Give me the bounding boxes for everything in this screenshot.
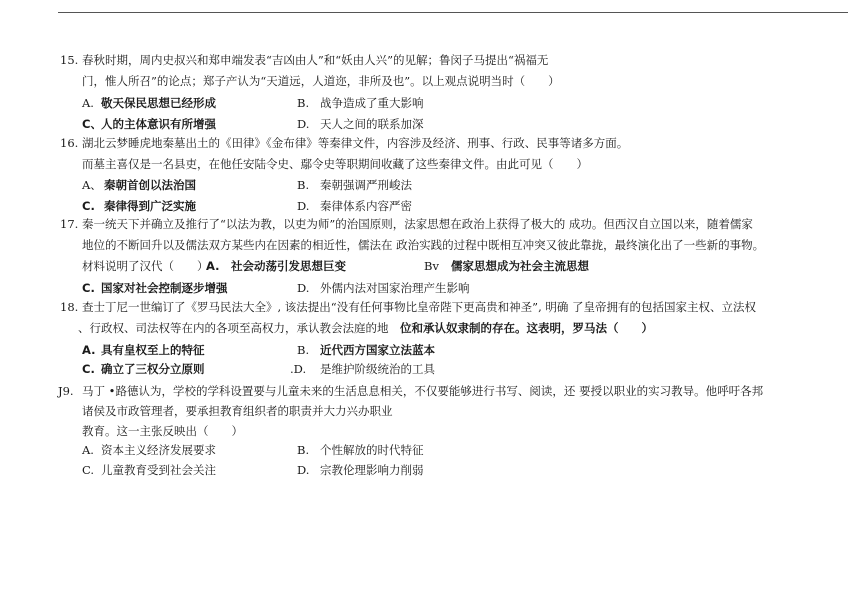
question-text-line: 诸侯及市政管理者，要承担教育组织者的职责并大力兴办职业 (82, 404, 393, 418)
option-b-text: 个性解放的时代特征 (320, 443, 424, 457)
option-b-label: B. (297, 443, 310, 457)
option-d-label: D. (297, 199, 310, 213)
question-text-line: 门，惟人所召”的论点；郑子产认为“天道远，人道迩，非所及也”。以上观点说明当时（ ） (82, 74, 560, 88)
question-text-line: 、行政权、司法权等在内的各项至高权力，承认教会法庭的地 (78, 321, 389, 335)
option-a-text: 具有皇权至上的特征 (101, 343, 205, 357)
question-text-line: 湖北云梦睡虎地秦墓出土的《田律》《金布律》等秦律文件，内容涉及经济、刑事、行政、民事等诸多方面。 (82, 136, 629, 150)
option-c-label: C. (82, 199, 95, 213)
option-d-text: 秦律体系内容严密 (320, 199, 412, 213)
option-d-text: 是维护阶级统治的工具 (320, 362, 435, 376)
option-b-text: 儒家思想成为社会主流思想 (451, 259, 589, 273)
question-number: 16. (60, 136, 79, 150)
option-b-text: 战争造成了重大影响 (320, 96, 424, 110)
option-b-text: 近代西方国家立法蓝本 (320, 343, 435, 357)
option-c-label: C. (82, 463, 95, 477)
option-c-label: C. (82, 281, 95, 295)
option-d-label: D. (297, 117, 310, 131)
option-a-label: A. (82, 343, 96, 357)
question-text-line: 春秋时期，周内史叔兴和郑申端发表“吉凶由人”和“妖由人兴”的见解；鲁闵子马提出“祸福无 (82, 53, 549, 67)
header-rule (58, 12, 848, 13)
option-a-label: A. (82, 443, 94, 457)
question-text-tail: 位和承认奴隶制的存在。这表明，罗马法（ ） (400, 321, 653, 335)
option-a-label: A. (82, 96, 94, 110)
question-text-line: 而墓主喜仅是一名县吏，在他任安陆令史、鄢令史等职期间收藏了这些秦律文件。由此可见（ ） (82, 157, 588, 171)
option-c-text: 国家对社会控制逐步增强 (101, 281, 228, 295)
question-text-line: 地位的不断回升以及儒法双方某些内在因素的相近性，儒法在 政治实践的过程中既相互冲突又彼此靠拢，最终演化出了一些新的事物。 (82, 238, 765, 252)
option-d-label: .D. (290, 362, 307, 376)
option-b-label: B. (297, 96, 310, 110)
option-a-text: 敬天保民思想已经形成 (101, 96, 216, 110)
option-d-label: D. (297, 463, 310, 477)
option-b-label: B. (297, 343, 310, 357)
question-number: J9. (58, 384, 74, 398)
option-d-label: D. (297, 281, 310, 295)
option-a-label: A、 (82, 178, 102, 192)
option-c-text: 确立了三权分立原则 (101, 362, 205, 376)
option-d-text: 天人之间的联系加深 (320, 117, 424, 131)
question-text-line: 材料说明了汉代（ ） (82, 259, 209, 273)
option-b-label: B. (297, 178, 310, 192)
option-a-text: 社会动荡引发思想巨变 (231, 259, 346, 273)
option-c-text: 秦律得到广泛实施 (104, 199, 196, 213)
option-b-label: Bv (424, 259, 439, 273)
question-number: 15. (60, 53, 79, 67)
option-b-text: 秦朝强调严刑峻法 (320, 178, 412, 192)
question-number: 17. (60, 217, 79, 231)
option-c-text: 儿童教育受到社会关注 (101, 463, 216, 477)
option-c-label: C、 (82, 117, 102, 131)
option-d-text: 外儒内法对国家治理产生影响 (320, 281, 470, 295)
option-c-label: C. (82, 362, 95, 376)
option-d-text: 宗教伦理影响力削弱 (320, 463, 424, 477)
option-c-text: 人的主体意识有所增强 (101, 117, 216, 131)
question-text-line: 查士丁尼一世编订了《罗马民法大全》, 该法提出“没有任何事物比皇帝陛下更高贵和神圣”, 明确 了皇帝拥有的包括国家主权、立法权 (82, 300, 757, 314)
question-text-line: 马丁 •路德认为，学校的学科设置要与儿童未来的生活息息相关，不仅要能够进行书写、阅读，还 要授以职业的实习教导。他呼吁各邦 (82, 384, 764, 398)
question-text-line: 秦一统天下并确立及推行了“以法为教，以吏为师”的治国原则，法家思想在政治上获得了极大的 成功。但西汉自立国以来，随着儒家 (82, 217, 753, 231)
option-a-text: 资本主义经济发展要求 (101, 443, 216, 457)
question-text-line: 教育。这一主张反映出（ ） (82, 424, 243, 438)
option-a-text: 秦朝首创以法治国 (104, 178, 196, 192)
option-a-label: A. (206, 259, 220, 273)
question-number: 18. (60, 300, 79, 314)
